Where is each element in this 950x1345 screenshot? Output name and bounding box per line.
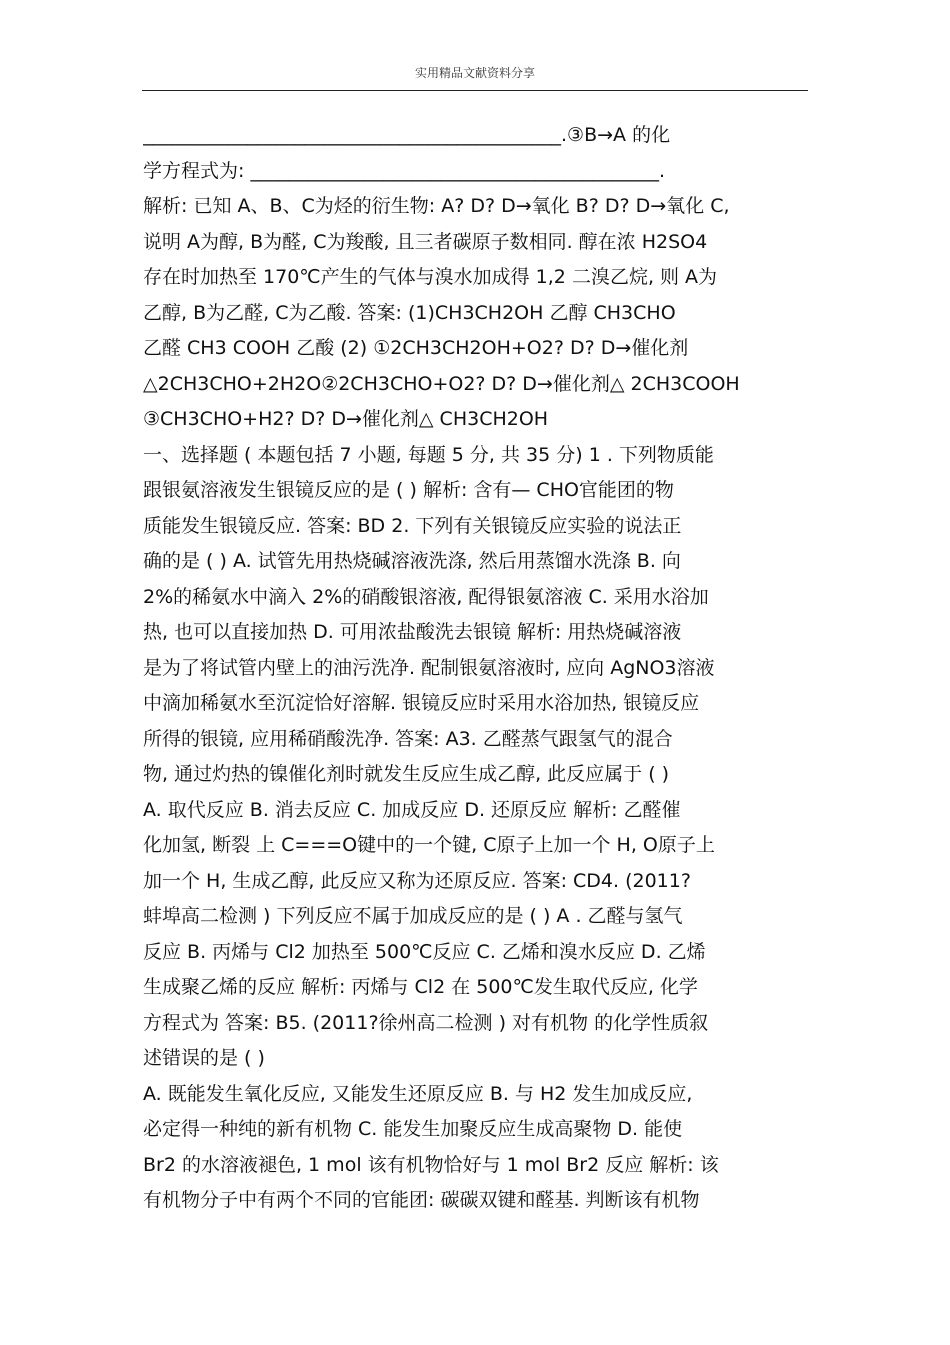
text-line: 热, 也可以直接加热 D. 可用浓盐酸洗去银镜 解析: 用热烧碱溶液	[143, 621, 682, 643]
text-line: 必定得一种纯的新有机物 C. 能发生加聚反应生成高聚物 D. 能使	[143, 1118, 683, 1140]
text-line: ____________________________________________.③B→A 的化	[143, 124, 671, 146]
text-line: 生成聚乙烯的反应 解析: 丙烯与 Cl2 在 500℃发生取代反应, 化学	[143, 976, 698, 998]
text-line: 一、选择题 ( 本题包括 7 小题, 每题 5 分, 共 35 分) 1 . 下列物质能	[143, 443, 714, 466]
text-line: Br2 的水溶液褪色, 1 mol 该有机物恰好与 1 mol Br2 反应 解析: 该	[143, 1153, 719, 1176]
text-line: 学方程式为: ___________________________________________.	[143, 159, 665, 182]
text-line: 所得的银镜, 应用稀硝酸洗净. 答案: A3. 乙醛蒸气跟氢气的混合	[143, 727, 673, 750]
header-divider	[142, 90, 808, 91]
text-line: 述错误的是 ( )	[143, 1047, 265, 1069]
text-line: 反应 B. 丙烯与 Cl2 加热至 500℃反应 C. 乙烯和溴水反应 D. 乙烯	[143, 940, 706, 963]
text-line: 中滴加稀氨水至沉淀恰好溶解. 银镜反应时采用水浴加热, 银镜反应	[143, 692, 700, 714]
text-line: 有机物分子中有两个不同的官能团: 碳碳双键和醛基. 判断该有机物	[143, 1189, 700, 1211]
text-line: 是为了将试管内壁上的油污洗净. 配制银氨溶液时, 应向 AgNO3溶液	[143, 656, 715, 679]
text-line: 方程式为 答案: B5. (2011?徐州高二检测 ) 对有机物 的化学性质叙	[143, 1011, 709, 1034]
text-line: 说明 A为醇, B为醛, C为羧酸, 且三者碳原子数相同. 醇在浓 H2SO4	[143, 230, 708, 253]
text-line: ③CH3CHO+H2? D? D→催化剂△ CH3CH2OH	[143, 408, 549, 430]
page-header: 实用精品文献资料分享	[414, 66, 535, 80]
text-line: 确的是 ( ) A. 试管先用热烧碱溶液洗涤, 然后用蒸馏水洗涤 B. 向	[143, 550, 681, 572]
text-line: 存在时加热至 170℃产生的气体与溴水加成得 1,2 二溴乙烷, 则 A为	[143, 266, 718, 288]
text-line: △2CH3CHO+2H2O②2CH3CHO+O2? D? D→催化剂△ 2CH3COOH	[143, 372, 740, 395]
text-line: 蚌埠高二检测 ) 下列反应不属于加成反应的是 ( ) A . 乙醛与氢气	[143, 905, 683, 927]
text-line: 2%的稀氨水中滴入 2%的硝酸银溶液, 配得银氨溶液 C. 采用水浴加	[143, 585, 709, 608]
text-line: 质能发生银镜反应. 答案: BD 2. 下列有关银镜反应实验的说法正	[143, 514, 682, 537]
text-line: A. 取代反应 B. 消去反应 C. 加成反应 D. 还原反应 解析: 乙醛催	[143, 798, 681, 821]
text-line: 物, 通过灼热的镍催化剂时就发生反应生成乙醇, 此反应属于 ( )	[143, 763, 670, 785]
text-line: A. 既能发生氧化反应, 又能发生还原反应 B. 与 H2 发生加成反应,	[143, 1082, 693, 1105]
text-line: 跟银氨溶液发生银镜反应的是 ( ) 解析: 含有— CHO官能团的物	[143, 479, 674, 501]
text-line: 加一个 H, 生成乙醇, 此反应又称为还原反应. 答案: CD4. (2011?	[143, 869, 691, 892]
document-body	[143, 118, 809, 1219]
text-line: 化加氢, 断裂 上 C===O键中的一个键, C原子上加一个 H, O原子上	[143, 834, 715, 856]
text-line: 乙醛 CH3 COOH 乙酸 (2) ①2CH3CH2OH+O2? D? D→催化剂	[143, 337, 689, 359]
text-line: 乙醇, B为乙醛, C为乙酸. 答案: (1)CH3CH2OH 乙醇 CH3CHO	[143, 301, 676, 324]
text-line: 解析: 已知 A、B、C为烃的衍生物: A? D? D→氧化 B? D? D→氧化 C,	[143, 195, 730, 217]
